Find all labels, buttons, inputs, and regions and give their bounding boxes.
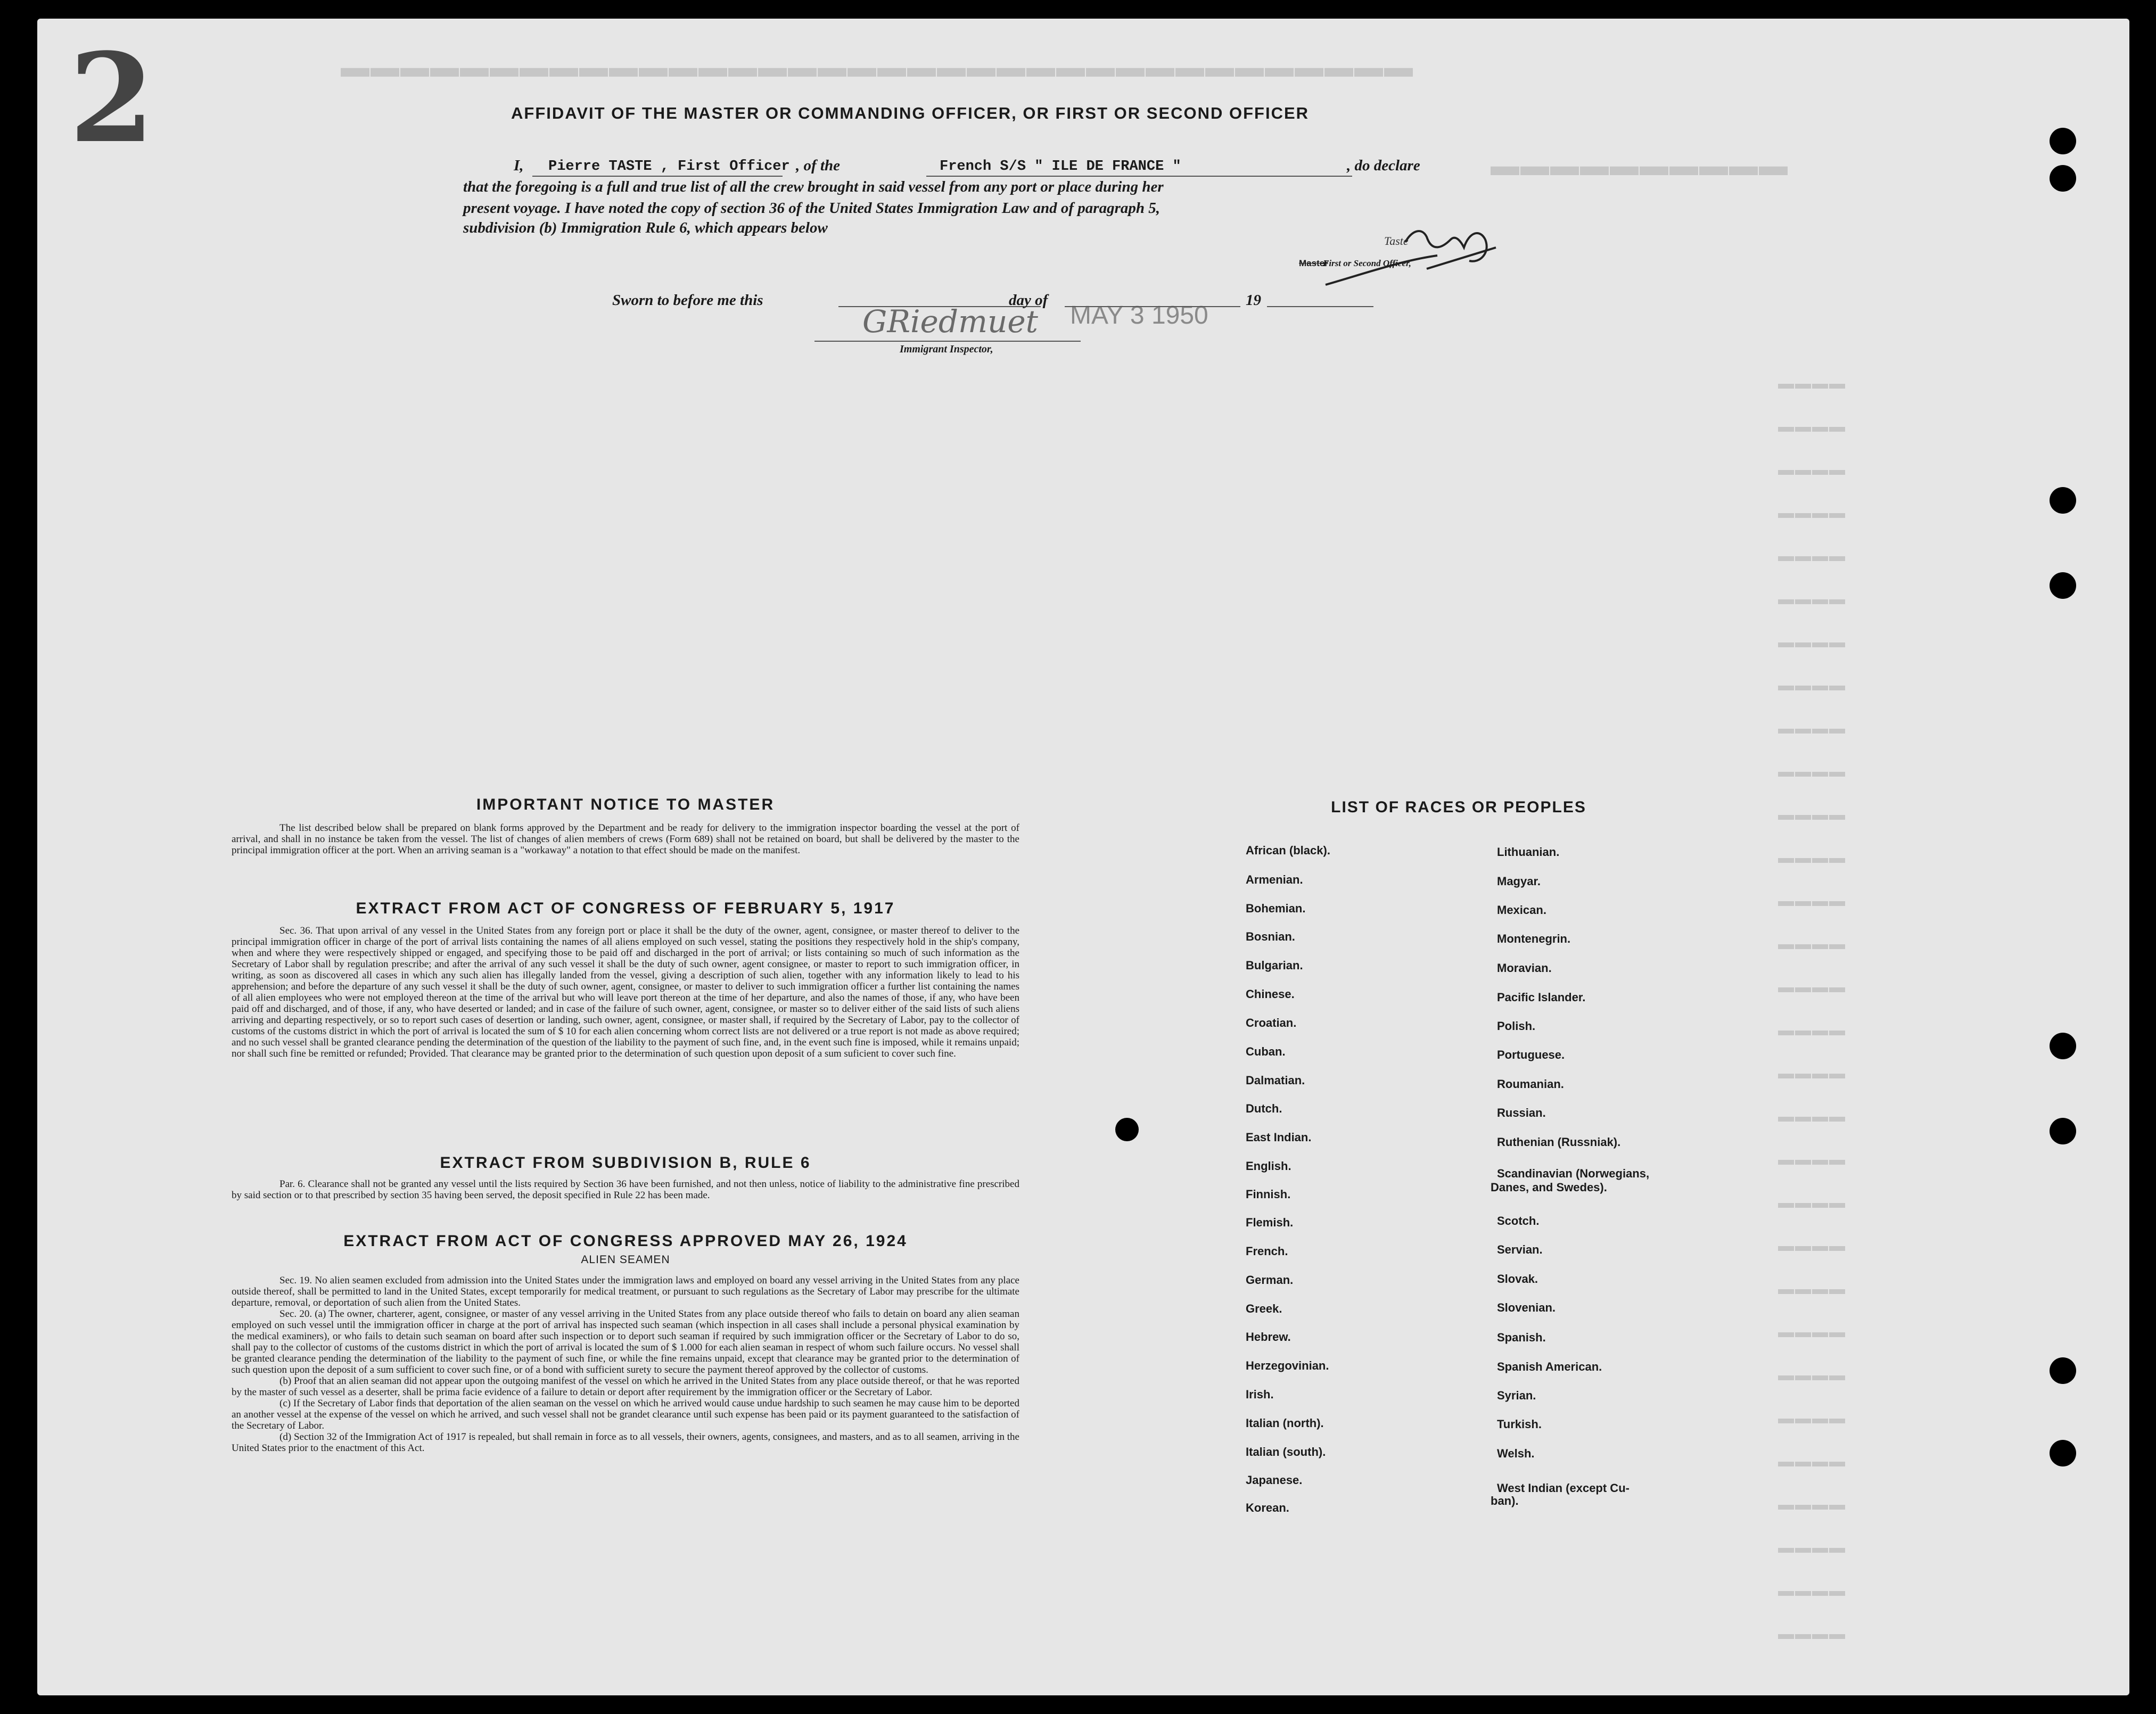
bleed-through-column: ▬▬▬▬ ▬▬▬▬ ▬▬▬▬ ▬▬▬▬ ▬▬▬▬ ▬▬▬▬ ▬▬▬▬ ▬▬▬▬ ▬▬▬▬ ▬▬▬▬ ▬▬▬▬ ▬▬▬▬ ▬▬▬▬ ▬▬▬▬ ▬▬▬▬ ▬▬▬▬ ▬▬▬▬ ▬▬▬▬ ▬▬▬▬ ▬▬▬▬ ▬▬▬▬ ▬▬▬▬ ▬▬▬▬ ▬▬▬▬ ▬▬▬▬ ▬▬▬▬ ▬▬▬▬ ▬▬▬▬ ▬▬▬▬ ▬▬▬▬ (1778, 375, 1846, 1643)
race-item: German. (1246, 1273, 1294, 1287)
race-item: French. (1246, 1245, 1288, 1258)
binder-hole (2050, 1357, 2076, 1384)
vessel-name-underline (926, 176, 1352, 177)
affidavit-line3: present voyage. I have noted the copy of section 36 of the United States Immigration Law and of paragraph 5, (463, 200, 1161, 217)
race-item: Turkish. (1497, 1418, 1542, 1431)
race-item: Pacific Islander. (1497, 991, 1586, 1004)
officer-signature-stroke (1320, 210, 1512, 301)
race-item: Ruthenian (Russniak). (1497, 1135, 1621, 1149)
race-item: Chinese. (1246, 987, 1295, 1001)
race-item: Mexican. (1497, 903, 1546, 917)
extract-1924-body (232, 1275, 1019, 1454)
vessel-name: French S/S " ILE DE FRANCE " (940, 159, 1181, 175)
race-item: Japanese. (1246, 1473, 1303, 1487)
race-item: Bosnian. (1246, 930, 1295, 943)
race-item: Syrian. (1497, 1389, 1536, 1402)
notice-body: The list described below shall be prepared on blank forms approved by the Department and be ready for delivery to the immigration inspector boarding the vessel at the port of arrival, and shall in no instance be taken from the vessel. The list of changes of alien members of crews (Form 689) shall not be retained on board, but shall be delivered by the master to the principal immigration officer at the port. When an arriving seaman is a "workaway" a notation to that effect should be made on the manifest. (232, 822, 1019, 856)
race-item: Flemish. (1246, 1216, 1294, 1229)
officer-caption: First or Second Officer, (1323, 258, 1411, 268)
race-item: ban). (1491, 1494, 1519, 1507)
notice-title: IMPORTANT NOTICE TO MASTER (476, 796, 775, 813)
race-item: Welsh. (1497, 1447, 1535, 1460)
race-item: Moravian. (1497, 961, 1552, 975)
race-item: Spanish. (1497, 1331, 1546, 1344)
race-item: Slovak. (1497, 1272, 1538, 1286)
race-item: East Indian. (1246, 1131, 1312, 1144)
extract-1924-title: EXTRACT FROM ACT OF CONGRESS APPROVED MAY 26, 1924 (343, 1232, 908, 1250)
extract-1924-paragraph: (c) If the Secretary of Labor finds that deportation of the alien seaman on the vessel on which he arrived would cause undue hardship to such seamen he may cause him to be deported an another vessel at the expense of the vessel on which he arrived, and such vessel shall not be grandet clearance until such expense has been paid or its payment guaranteed to the satisfaction of the Secretary of Labor. (232, 1398, 1019, 1431)
rule6-body: Par. 6. Clearance shall not be granted any vessel until the lists required by Section 36 have been furnished, and not then unless, notice of liability to the administrative fine prescribed by said section or to that prescribed by section 35 having been served, the deposit specified in Rule 22 has been made. (232, 1179, 1019, 1201)
race-item: Dutch. (1246, 1102, 1282, 1115)
sworn-day-label: day of (1009, 292, 1048, 309)
sworn-year-underline (1267, 306, 1373, 307)
race-item: Hebrew. (1246, 1330, 1291, 1344)
race-item: Bulgarian. (1246, 959, 1303, 972)
officer-signature: Taste (1384, 234, 1409, 248)
affidavit-line1-of: , of the (796, 157, 840, 174)
extract-1924-paragraph: Sec. 19. No alien seamen excluded from admission into the United States under the immigration laws and employed on board any vessel arriving in the United States from any place outside thereof, shall be permitted to land in the United States, except temporarily for medical treatment, or pursuant to such regulations as the Secretary of Labor may prescribe for the ultimate departure, removal, or deportation of such alien from the United States. (232, 1275, 1019, 1308)
officer-name: Pierre TASTE , First Officer (548, 159, 790, 175)
binder-hole (2050, 572, 2076, 599)
race-item: Servian. (1497, 1243, 1543, 1256)
inspector-signature: GRiedmuet (862, 303, 1038, 340)
officer-caption-master: Master (1299, 258, 1328, 268)
sworn-month-underline (1065, 306, 1240, 307)
binder-hole (2050, 487, 2076, 514)
race-item: Portuguese. (1497, 1048, 1565, 1061)
extract-1917-body: Sec. 36. That upon arrival of any vessel in the United States from any foreign port or place it shall be the duty of the owner, agent, consignee, or master thereof to deliver to the principal immigration officer in charge of the port of arrival lists containing the names of all aliens employed on such vessel, stating the positions they respectively hold in the ship's company, when and where they were respectively shipped or engaged, and specifying those to be paid off and discharged in the port of arrival; or lists containing so much of such information as the Secretary of Labor shall by regulation prescribe; and after the arrival of any such vessel it shall be the duty of such owner, agent consignee, or master to report to such immigration officer, in writing, as soon as discovered all cases in which any such alien has illegally landed from the vessel, giving a description of such alien, together with any information likely to lead to his apprehension; and before the departure of any such vessel it shall be the duty of such owner, agent, consignee, or master to deliver to such immigration officer a further list containing the names of all alien employees who were not employed thereon at the time of the arrival but who will leave port thereon at the time of her departure, and also the names of those, if any, who have been paid off and discharged, and of those, if any, who have deserted or landed; and in case of the failure of such owner, agent, consignee, or master so to deliver either of the said lists of such aliens arriving and departing respectively, or so to report such cases of desertion or landing, such owner, agent, consignee, or master shall, if required by the Secretary of Labor, pay to the collector of customs of the customs district in which the port of arrival is located the sum of $ 10 for each alien concerning whom correct lists are not delivered or a true report is not made as above required; and no such vessel shall be granted clearance pending the determination of the question of the liability to the payment of such fine, and, in the event such fine is imposed, while it remains unpaid; nor shall such fine be remitted or refunded; Provided. That clearance may be granted prior to the determination of such question upon deposit of a sum suficient to cover such fine. (232, 925, 1019, 1059)
race-item: Herzegovinian. (1246, 1359, 1329, 1372)
race-item: Dalmatian. (1246, 1074, 1305, 1087)
extract-1924-paragraph: Sec. 20. (a) The owner, charterer, agent, consignee, or master of any vessel arriving in the United States from any place outside thereof who fails to detain on board any alien seaman employed on such vessel until the immigration officer in charge at the port of arrival has inspected such seaman (which inspection in all cases shall include a personal physical examination by the medical examiners), or who fails to detain such seaman on board after such inspection or to deport such seaman if required by such immigration officer or the Secretary of Labor to do so, shall pay to the collector of customs of the customs district in which the port of arrival is located the sum of $ 1.000 for each alien seaman in respect of whom such failure occurs. No vessel shall be granted clearance pending the determination of the liability to the payment of such fine, or while the fine remains unpaid, except that clearance may be granted prior to the determination of such question upon the deposit of a sum sufficient to cover such fine, or of a bond with sufficient surety to secure the payment thereof approved by the collector of customs. (232, 1308, 1019, 1375)
binder-hole (2050, 128, 2076, 154)
affidavit-line4: subdivision (b) Immigration Rule 6, which appears below (463, 219, 828, 236)
race-item: Scotch. (1497, 1214, 1540, 1227)
race-item: Italian (south). (1246, 1445, 1326, 1458)
date-stamp: MAY 3 1950 (1070, 301, 1208, 329)
binder-hole (1115, 1118, 1139, 1141)
extract-1924-paragraph: (b) Proof that an alien seaman did not appear upon the outgoing manifest of the vessel on which he arrived in the United States from any place outside thereof, or that he was reported by the master of such vessel as a deserter, shall be prima facie evidence of a failure to detain or deport after requirement by the immigration officer or the Secretary of Labor. (232, 1375, 1019, 1398)
race-item: Croatian. (1246, 1016, 1297, 1029)
race-item: Lithuanian. (1497, 845, 1560, 859)
inspector-caption: Immigrant Inspector, (900, 343, 993, 355)
sworn-year-prefix: 19 (1246, 292, 1261, 309)
race-item: Bohemian. (1246, 902, 1306, 915)
extract-1924-paragraph: (d) Section 32 of the Immigration Act of 1917 is repealed, but shall remain in force as to all vessels, their owners, agents, consignees, and masters, and as to all seamen, arriving in the United States prior to the enactment of this Act. (232, 1431, 1019, 1454)
binder-hole (2050, 1118, 2076, 1144)
bleed-through-heading: ▬▬▬▬▬▬▬▬▬▬▬▬▬▬▬▬▬▬▬▬▬▬▬▬▬▬▬▬▬▬▬▬▬▬▬▬ (341, 51, 1414, 83)
race-item: Polish. (1497, 1019, 1536, 1033)
bleed-through-block: ▬▬▬▬▬▬▬▬▬▬ (1491, 150, 1789, 182)
race-item: Korean. (1246, 1501, 1289, 1514)
race-item: English. (1246, 1159, 1291, 1173)
extract-1924-subtitle: ALIEN SEAMEN (581, 1254, 670, 1266)
affidavit-line1-prefix: I, (514, 157, 524, 174)
race-item: Magyar. (1497, 875, 1541, 888)
affidavit-title: AFFIDAVIT OF THE MASTER OR COMMANDING OFFICER, OR FIRST OR SECOND OFFICER (511, 104, 1310, 122)
binder-hole (2050, 1033, 2076, 1059)
race-item: Cuban. (1246, 1045, 1286, 1058)
race-item: African (black). (1246, 844, 1330, 857)
race-item: Italian (north). (1246, 1416, 1324, 1430)
race-item: Greek. (1246, 1302, 1282, 1315)
races-title: LIST OF RACES OR PEOPLES (1331, 798, 1586, 816)
race-item: Irish. (1246, 1388, 1274, 1401)
binder-hole (2050, 165, 2076, 192)
sworn-prefix: Sworn to before me this (612, 292, 763, 309)
race-item: Montenegrin. (1497, 932, 1571, 945)
officer-name-underline (532, 176, 783, 177)
affidavit-line2: that the foregoing is a full and true list of all the crew brought in said vessel from any port or place during her (463, 178, 1164, 195)
race-item: Danes, and Swedes). (1491, 1181, 1607, 1194)
binder-hole (2050, 1440, 2076, 1466)
race-item: Russian. (1497, 1106, 1546, 1119)
page-number-mark: 2 (69, 27, 155, 170)
affidavit-line1-suffix: , do declare (1347, 157, 1420, 174)
race-item: Scandinavian (Norwegians, (1497, 1167, 1650, 1180)
race-item: Finnish. (1246, 1188, 1291, 1201)
race-item: Armenian. (1246, 873, 1303, 886)
race-item: West Indian (except Cu- (1497, 1481, 1630, 1495)
race-item: Spanish American. (1497, 1360, 1602, 1373)
extract-1917-title: EXTRACT FROM ACT OF CONGRESS OF FEBRUARY 5, 1917 (356, 900, 895, 917)
race-item: Roumanian. (1497, 1077, 1564, 1091)
rule6-title: EXTRACT FROM SUBDIVISION B, RULE 6 (440, 1154, 811, 1172)
inspector-underline (814, 341, 1081, 342)
race-item: Slovenian. (1497, 1301, 1556, 1314)
